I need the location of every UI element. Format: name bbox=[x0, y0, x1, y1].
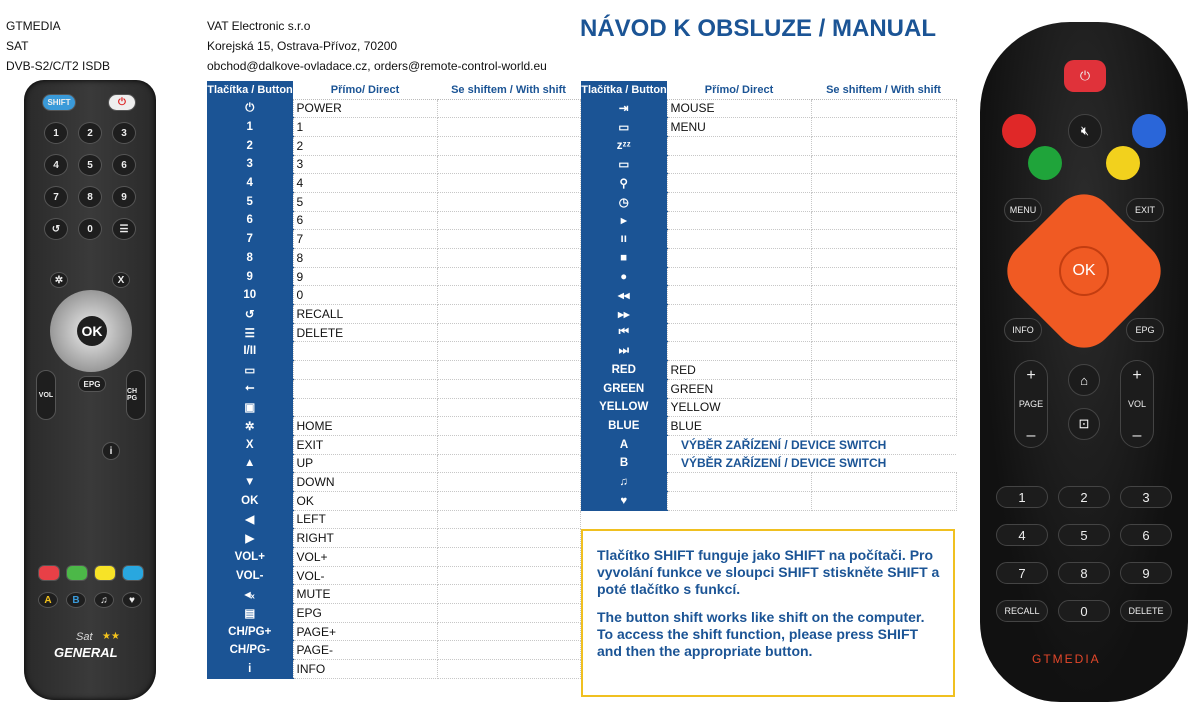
music-button[interactable] bbox=[94, 592, 114, 608]
direct-function: 6 bbox=[293, 211, 437, 230]
shift-function bbox=[437, 174, 580, 193]
red-button[interactable] bbox=[1002, 114, 1036, 148]
fast-forward-icon: ▸▸ bbox=[581, 305, 667, 324]
direct-function bbox=[293, 379, 437, 398]
clock-icon: ◷ bbox=[581, 192, 667, 211]
shift-function bbox=[811, 118, 956, 137]
general-logo: GENERAL bbox=[54, 645, 118, 660]
info-button[interactable]: i bbox=[102, 442, 120, 460]
table-row bbox=[581, 192, 956, 211]
table-row bbox=[207, 510, 956, 529]
heart-button[interactable] bbox=[122, 592, 142, 608]
direct-function: MOUSE bbox=[667, 99, 811, 118]
button-key: 5 bbox=[207, 192, 293, 211]
key-7[interactable]: 7 bbox=[44, 186, 68, 208]
vol-rocker[interactable]: VOL bbox=[36, 370, 56, 420]
digit-3[interactable]: 3 bbox=[1120, 486, 1172, 508]
table-row bbox=[581, 230, 956, 249]
shift-function bbox=[437, 342, 580, 361]
table-row bbox=[581, 174, 956, 193]
direct-function bbox=[667, 305, 811, 324]
teletext-icon: ▭ bbox=[581, 155, 667, 174]
button-key: CH/PG- bbox=[207, 641, 293, 660]
shift-function bbox=[437, 136, 580, 155]
button-key: OK bbox=[207, 491, 293, 510]
shift-function bbox=[811, 211, 956, 230]
direct-function bbox=[293, 398, 437, 417]
direct-function: UP bbox=[293, 454, 437, 473]
digit-1[interactable]: 1 bbox=[996, 486, 1048, 508]
direct-function: RIGHT bbox=[293, 529, 437, 548]
shift-function bbox=[811, 99, 956, 118]
direct-function bbox=[667, 155, 811, 174]
vendor-address: Korejská 15, Ostrava-Přívoz, 70200 bbox=[207, 39, 398, 53]
mute-icon: 🔇︎ bbox=[1080, 123, 1090, 138]
yellow-button[interactable] bbox=[1106, 146, 1140, 180]
direct-function: EPG bbox=[293, 604, 437, 623]
direct-function: RED bbox=[667, 361, 811, 380]
tv-radio-icon: ▣ bbox=[207, 398, 293, 417]
shift-function bbox=[437, 585, 580, 604]
button-key: 3 bbox=[207, 155, 293, 174]
shift-function bbox=[811, 323, 956, 342]
direct-function: MUTE bbox=[293, 585, 437, 604]
table-row bbox=[581, 379, 956, 398]
remote-general bbox=[24, 80, 156, 700]
shift-function bbox=[437, 211, 580, 230]
search-icon: ⚲ bbox=[581, 174, 667, 193]
shift-function bbox=[437, 99, 580, 118]
shift-function bbox=[437, 286, 580, 305]
play-icon: ▸ bbox=[581, 211, 667, 230]
direct-function: 5 bbox=[293, 192, 437, 211]
shift-function bbox=[811, 491, 956, 510]
shift-function bbox=[437, 435, 580, 454]
shift-function bbox=[437, 510, 580, 529]
menu-lines-icon: ☰ bbox=[119, 223, 129, 235]
key-2[interactable]: 2 bbox=[78, 122, 102, 144]
direct-function bbox=[667, 286, 811, 305]
direct-function bbox=[667, 192, 811, 211]
arrow-up-icon: ▲ bbox=[207, 454, 293, 473]
heart-icon: ♥ bbox=[581, 491, 667, 510]
model-standard: DVB-S2/C/T2 ISDB bbox=[6, 59, 111, 73]
shift-function bbox=[437, 473, 580, 492]
key-8[interactable]: 8 bbox=[78, 186, 102, 208]
digit-8[interactable]: 8 bbox=[1058, 562, 1110, 584]
direct-function: DELETE bbox=[293, 323, 437, 342]
direct-function: 3 bbox=[293, 155, 437, 174]
button-key: A bbox=[581, 435, 667, 454]
button-key: 2 bbox=[207, 136, 293, 155]
menu-lines-icon: ☰ bbox=[207, 323, 293, 342]
direct-function: 2 bbox=[293, 136, 437, 155]
input-icon: ⇥ bbox=[581, 99, 667, 118]
direct-function: VOL- bbox=[293, 566, 437, 585]
epg-icon: ▤ bbox=[207, 604, 293, 623]
shift-function bbox=[437, 230, 580, 249]
button-key: B bbox=[581, 454, 667, 473]
direct-function bbox=[667, 267, 811, 286]
epg-button[interactable]: EPG bbox=[78, 376, 106, 392]
direct-function: 0 bbox=[293, 286, 437, 305]
red-button[interactable] bbox=[38, 565, 60, 581]
key-5[interactable]: 5 bbox=[78, 154, 102, 176]
vol-rocker[interactable]: + VOL – bbox=[1120, 360, 1154, 448]
direct-function bbox=[667, 473, 811, 492]
shift-function bbox=[437, 641, 580, 660]
model-type: SAT bbox=[6, 39, 29, 53]
device-switch-label: VÝBĚR ZAŘÍZENÍ / DEVICE SWITCH bbox=[667, 454, 956, 473]
shift-function bbox=[811, 230, 956, 249]
delete-button[interactable]: DELETE bbox=[1120, 600, 1172, 622]
table-row bbox=[581, 249, 956, 268]
shift-function bbox=[811, 136, 956, 155]
record-icon: ● bbox=[581, 267, 667, 286]
table-row bbox=[581, 473, 956, 492]
shift-function bbox=[437, 529, 580, 548]
table-row bbox=[581, 417, 956, 436]
music-icon: ♫ bbox=[581, 473, 667, 492]
recall-icon: ↺ bbox=[51, 223, 61, 235]
direct-function: PAGE- bbox=[293, 641, 437, 660]
table-row bbox=[581, 435, 956, 454]
page-rocker[interactable]: + PAGE – bbox=[1014, 360, 1048, 448]
direct-function: BLUE bbox=[667, 417, 811, 436]
direct-function bbox=[667, 323, 811, 342]
shift-function bbox=[437, 660, 580, 679]
info-button[interactable]: INFO bbox=[1004, 318, 1042, 342]
yellow-button[interactable] bbox=[94, 565, 116, 581]
button-key: 9 bbox=[207, 267, 293, 286]
sat-label: Sat bbox=[76, 631, 93, 643]
direct-function: 9 bbox=[293, 267, 437, 286]
rewind-icon: ◂◂ bbox=[581, 286, 667, 305]
list-button[interactable] bbox=[112, 218, 136, 240]
shift-function bbox=[437, 118, 580, 137]
direct-function: HOME bbox=[293, 417, 437, 436]
direct-function: VOL+ bbox=[293, 548, 437, 567]
direct-function: MENU bbox=[667, 118, 811, 137]
button-key: BLUE bbox=[581, 417, 667, 436]
shift-function bbox=[811, 155, 956, 174]
notice-czech: Tlačítko SHIFT funguje jako SHIFT na počítači. Pro vyvolání funkce ve sloupci SHIFT stiskněte SHIFT a poté tlačítko s funkcí. bbox=[597, 547, 940, 597]
music-icon: ♫ bbox=[100, 594, 108, 606]
mute-button[interactable] bbox=[1068, 114, 1102, 148]
direct-function: EXIT bbox=[293, 435, 437, 454]
table-row bbox=[581, 323, 956, 342]
shift-function bbox=[811, 398, 956, 417]
shift-notice bbox=[581, 529, 955, 697]
usb-icon: ⭠ bbox=[207, 379, 293, 398]
button-key: RED bbox=[581, 361, 667, 380]
arrow-right-icon: ▶ bbox=[207, 529, 293, 548]
vendor-info bbox=[207, 16, 547, 76]
shift-function bbox=[437, 417, 580, 436]
table-row bbox=[581, 305, 956, 324]
shift-function bbox=[811, 249, 956, 268]
b-button[interactable]: B bbox=[66, 592, 86, 608]
page-title: NÁVOD K OBSLUZE / MANUAL bbox=[580, 15, 936, 42]
digit-4[interactable]: 4 bbox=[996, 524, 1048, 546]
button-key: GREEN bbox=[581, 379, 667, 398]
shift-function bbox=[811, 305, 956, 324]
power-button[interactable] bbox=[108, 94, 136, 111]
manual-table-right bbox=[581, 81, 957, 511]
exit-button[interactable]: EXIT bbox=[1126, 198, 1164, 222]
power-icon: ⏻ bbox=[207, 99, 293, 118]
power-icon: ⏻ bbox=[118, 97, 126, 108]
next-icon: ⏭ bbox=[581, 342, 667, 361]
recall-button[interactable]: RECALL bbox=[996, 600, 1048, 622]
sleep-icon: zᶻᶻ bbox=[581, 136, 667, 155]
button-key: 7 bbox=[207, 230, 293, 249]
key-9[interactable]: 9 bbox=[112, 186, 136, 208]
mouse-button[interactable] bbox=[1068, 408, 1100, 440]
vendor-contacts[interactable]: obchod@dalkove-ovladace.cz, orders@remote-control-world.eu bbox=[207, 59, 547, 73]
digit-2[interactable]: 2 bbox=[1058, 486, 1110, 508]
digit-7[interactable]: 7 bbox=[996, 562, 1048, 584]
shift-function bbox=[437, 267, 580, 286]
direct-function: PAGE+ bbox=[293, 622, 437, 641]
table-row bbox=[581, 155, 956, 174]
subtitle-icon: ▭ bbox=[207, 361, 293, 380]
shift-function bbox=[811, 361, 956, 380]
button-key: VOL- bbox=[207, 566, 293, 585]
mouse-icon: ⊡ bbox=[1078, 416, 1090, 431]
table-row bbox=[581, 136, 956, 155]
recall-icon: ↺ bbox=[207, 305, 293, 324]
direct-function bbox=[667, 174, 811, 193]
direct-function: 7 bbox=[293, 230, 437, 249]
direct-function: 4 bbox=[293, 174, 437, 193]
key-3[interactable]: 3 bbox=[112, 122, 136, 144]
direct-function: 1 bbox=[293, 118, 437, 137]
shift-function bbox=[437, 379, 580, 398]
digit-9[interactable]: 9 bbox=[1120, 562, 1172, 584]
gear-icon: ✲ bbox=[54, 274, 64, 286]
direct-function bbox=[667, 249, 811, 268]
ok-button[interactable]: OK bbox=[1059, 246, 1109, 296]
gear-icon: ✲ bbox=[207, 417, 293, 436]
header-shift-right: Se shiftem / With shift bbox=[811, 81, 956, 99]
direct-function: INFO bbox=[293, 660, 437, 679]
heart-icon: ♥ bbox=[129, 594, 135, 606]
menu-button[interactable]: MENU bbox=[1004, 198, 1042, 222]
button-key: 10 bbox=[207, 286, 293, 305]
key-4[interactable]: 4 bbox=[44, 154, 68, 176]
shift-function bbox=[811, 379, 956, 398]
mute-icon: ◂ₓ bbox=[207, 585, 293, 604]
shift-function bbox=[437, 192, 580, 211]
shift-function bbox=[811, 473, 956, 492]
device-switch-label: VÝBĚR ZAŘÍZENÍ / DEVICE SWITCH bbox=[667, 435, 956, 454]
table-row bbox=[581, 118, 956, 137]
shift-function bbox=[811, 174, 956, 193]
exit-button[interactable]: X bbox=[112, 272, 130, 288]
direct-function: GREEN bbox=[667, 379, 811, 398]
digit-0[interactable]: 0 bbox=[1058, 600, 1110, 622]
stop-icon: ■ bbox=[581, 249, 667, 268]
green-button[interactable] bbox=[1028, 146, 1062, 180]
stars-label: ★★ bbox=[102, 631, 120, 642]
blue-button[interactable] bbox=[122, 565, 144, 581]
button-key: YELLOW bbox=[581, 398, 667, 417]
key-1[interactable]: 1 bbox=[44, 122, 68, 144]
shift-function bbox=[437, 548, 580, 567]
header-direct-right: Přímo/ Direct bbox=[667, 81, 811, 99]
direct-function: DOWN bbox=[293, 473, 437, 492]
shift-function bbox=[811, 286, 956, 305]
home-icon: ⌂ bbox=[1080, 372, 1088, 388]
table-row bbox=[581, 454, 956, 473]
direct-function bbox=[667, 342, 811, 361]
shift-function bbox=[437, 622, 580, 641]
arrow-down-icon: ▼ bbox=[207, 473, 293, 492]
ok-button[interactable]: OK bbox=[77, 316, 107, 346]
button-key: 8 bbox=[207, 249, 293, 268]
shift-function bbox=[437, 398, 580, 417]
shift-function bbox=[437, 454, 580, 473]
table-row bbox=[581, 286, 956, 305]
direct-function: RECALL bbox=[293, 305, 437, 324]
button-key: i bbox=[207, 660, 293, 679]
table-row bbox=[581, 99, 956, 118]
button-key: I/II bbox=[207, 342, 293, 361]
button-key: X bbox=[207, 435, 293, 454]
table-row bbox=[581, 342, 956, 361]
button-key: 1 bbox=[207, 118, 293, 137]
header-shift: Se shiftem / With shift bbox=[437, 81, 580, 99]
shift-function bbox=[437, 566, 580, 585]
direct-function bbox=[293, 361, 437, 380]
direct-function bbox=[667, 491, 811, 510]
shift-function bbox=[437, 305, 580, 324]
shift-function bbox=[437, 249, 580, 268]
vendor-name: VAT Electronic s.r.o bbox=[207, 19, 311, 33]
shift-function bbox=[811, 417, 956, 436]
model-info bbox=[6, 16, 110, 76]
green-button[interactable] bbox=[66, 565, 88, 581]
direct-function: 8 bbox=[293, 249, 437, 268]
button-key: VOL+ bbox=[207, 548, 293, 567]
direct-function bbox=[667, 136, 811, 155]
direct-function: YELLOW bbox=[667, 398, 811, 417]
direct-function bbox=[667, 211, 811, 230]
table-row bbox=[581, 361, 956, 380]
direct-function bbox=[667, 230, 811, 249]
button-key: CH/PG+ bbox=[207, 622, 293, 641]
direct-function: LEFT bbox=[293, 510, 437, 529]
shift-function bbox=[437, 323, 580, 342]
pause-icon: ıı bbox=[581, 230, 667, 249]
blue-button[interactable] bbox=[1132, 114, 1166, 148]
shift-function bbox=[811, 267, 956, 286]
previous-icon: ⏮ bbox=[581, 323, 667, 342]
arrow-left-icon: ◀ bbox=[207, 510, 293, 529]
menu-screen-icon: ▭ bbox=[581, 118, 667, 137]
shift-button[interactable]: SHIFT bbox=[42, 94, 76, 111]
direct-function: OK bbox=[293, 491, 437, 510]
key-6[interactable]: 6 bbox=[112, 154, 136, 176]
shift-function bbox=[811, 342, 956, 361]
table-row bbox=[581, 398, 956, 417]
shift-function bbox=[811, 192, 956, 211]
header-direct: Přímo/ Direct bbox=[293, 81, 437, 99]
header-button-right: Tlačítka / Button bbox=[581, 81, 667, 99]
direct-function bbox=[293, 342, 437, 361]
digit-5[interactable]: 5 bbox=[1058, 524, 1110, 546]
ch-rocker[interactable]: CH PG bbox=[126, 370, 146, 420]
button-key: 4 bbox=[207, 174, 293, 193]
home-button[interactable] bbox=[1068, 364, 1100, 396]
button-key: 6 bbox=[207, 211, 293, 230]
a-button[interactable]: A bbox=[38, 592, 58, 608]
key-0[interactable]: 0 bbox=[78, 218, 102, 240]
power-icon: ⏻ bbox=[1079, 68, 1091, 83]
gtmedia-logo: GTMEDIA bbox=[1032, 652, 1101, 666]
table-row bbox=[581, 267, 956, 286]
digit-6[interactable]: 6 bbox=[1120, 524, 1172, 546]
table-row bbox=[581, 491, 956, 510]
gear-button[interactable] bbox=[50, 272, 68, 288]
shift-function bbox=[437, 361, 580, 380]
header-button: Tlačítka / Button bbox=[207, 81, 293, 99]
table-row bbox=[581, 211, 956, 230]
shift-function bbox=[437, 155, 580, 174]
epg-button[interactable]: EPG bbox=[1126, 318, 1164, 342]
direct-function: POWER bbox=[293, 99, 437, 118]
power-button[interactable] bbox=[1064, 60, 1106, 92]
shift-function bbox=[437, 604, 580, 623]
notice-english: The button shift works like shift on the computer. To access the shift function, please press SHIFT and then the appropriate button. bbox=[597, 609, 925, 659]
remote-gtmedia bbox=[980, 22, 1188, 702]
model-brand: GTMEDIA bbox=[6, 19, 61, 33]
shift-function bbox=[437, 491, 580, 510]
recall-button[interactable] bbox=[44, 218, 68, 240]
